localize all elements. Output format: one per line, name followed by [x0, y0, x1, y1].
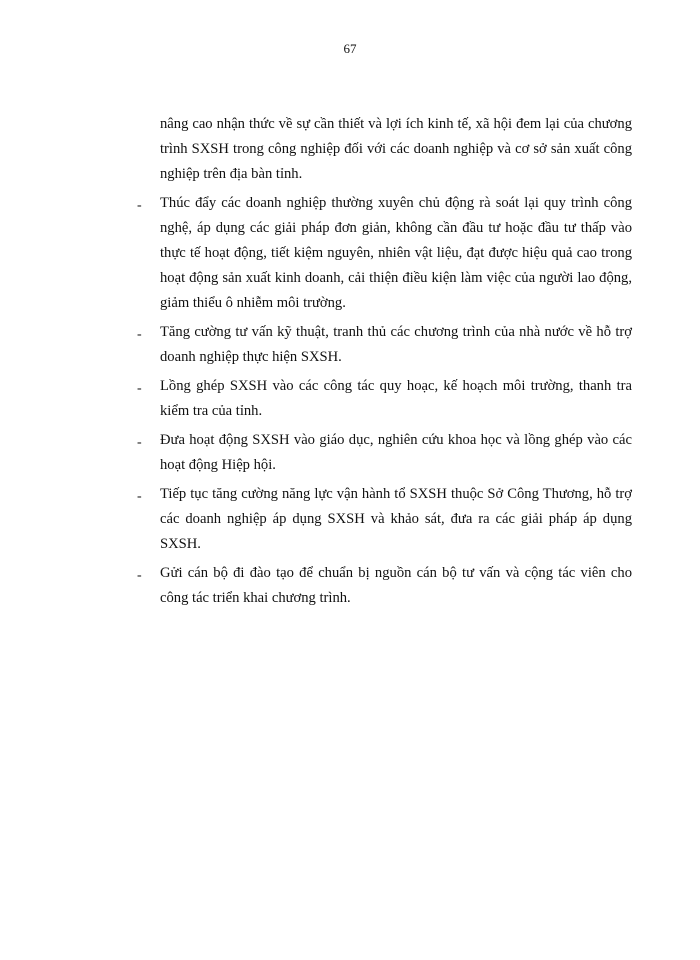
bullet-marker: - [137, 489, 142, 504]
bullet-marker: - [137, 381, 142, 396]
list-item [137, 428, 632, 478]
list-item [137, 374, 632, 424]
bullet-marker: - [137, 327, 142, 342]
list-item [137, 482, 632, 557]
list-item-text: Lồng ghép SXSH vào các công tác quy hoạc, kế hoạch môi trường, thanh tra kiểm tra của tỉnh. [160, 378, 632, 419]
bullet-marker: - [137, 198, 142, 213]
list-item [137, 191, 632, 316]
bullet-marker: - [137, 568, 142, 583]
list-item-text: Tăng cường tư vấn kỹ thuật, tranh thủ các chương trình của nhà nước về hỗ trợ doanh nghiệp thực hiện SXSH. [160, 324, 632, 365]
list-item [137, 320, 632, 370]
list-item-text: Đưa hoạt động SXSH vào giáo dục, nghiên cứu khoa học và lồng ghép vào các hoạt động Hiệp hội. [160, 432, 632, 473]
page-number: 67 [343, 41, 357, 56]
list-item [137, 561, 632, 611]
body-text [137, 112, 632, 611]
list-item-text: Tiếp tục tăng cường năng lực vận hành tổ SXSH thuộc Sở Công Thương, hỗ trợ các doanh nghiệp áp dụng SXSH và khảo sát, đưa ra các giải pháp áp dụng SXSH. [160, 486, 632, 552]
list-item-text: Thúc đẩy các doanh nghiệp thường xuyên chủ động rà soát lại quy trình công nghệ, áp dụng các giải pháp đơn giản, không cần đầu tư hoặc đầu tư thấp vào thực tế hoạt động, tiết kiệm nguyên, nhiên vật liệu, đạt được hiệu quả cao trong hoạt động sản xuất kinh doanh, cải thiện điều kiện làm việc của người lao động, giảm thiểu ô nhiễm môi trường. [160, 195, 632, 311]
bullet-marker: - [137, 435, 142, 450]
list-item-text: Gửi cán bộ đi đào tạo để chuẩn bị nguồn cán bộ tư vấn và cộng tác viên cho công tác triển khai chương trình. [160, 565, 632, 606]
intro-paragraph: nâng cao nhận thức về sự cần thiết và lợi ích kinh tế, xã hội đem lại của chương trình SXSH trong công nghiệp đối với các doanh nghiệp và cơ sở sản xuất công nghiệp trên địa bàn tỉnh. [160, 116, 632, 182]
